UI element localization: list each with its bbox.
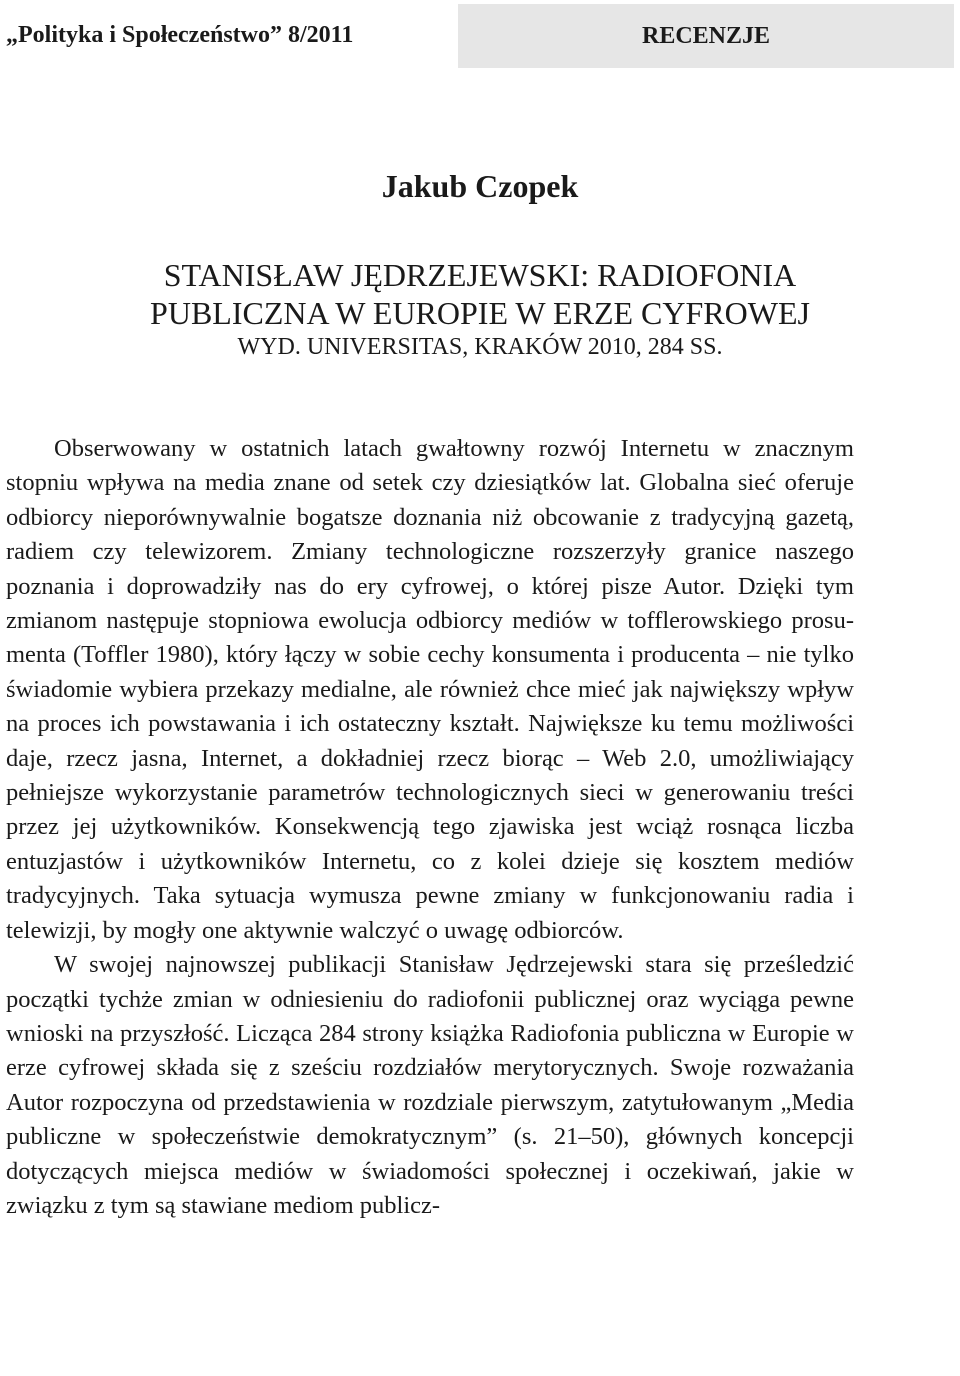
paragraph-1: Obserwowany w ostatnich latach gwałtowny rozwój Internetu w znacznym stopniu wpływa na media znane od setek czy dziesiątków lat. Globalna sieć oferuje odbiorcy nieporównywalnie bogatsze doznania niż obcowanie z tradycyjną gazetą, radiem czy telewizorem. Zmiany technologiczne rozszerzyły granice naszego poznania i doprowadziły nas do ery cyfrowej, o której pisze Autor. Dzięki tym zmianom następuje stopniowa ewolucja odbiorcy mediów w tofflerowskiego prosumenta (Toffler 1980), który łączy w sobie cechy konsumenta i producenta – nie tylko świadomie wybiera przekazy medialne, ale również chce mieć jak największy wpływ na proces ich powstawania i ich ostateczny kształt. Największe ku temu możliwości daje, rzecz jasna, Internet, a dokładniej rzecz biorąc – Web 2.0, umożliwiający pełniejsze wykorzystanie parametrów technologicznych sieci w generowaniu treści przez jej użytkowników. Konsekwencją tego zjawiska jest wciąż rosnąca liczba entuzjastów i użytkowników Internetu, co z kolei dzieje się kosztem mediów tradycyjnych. Taka sytuacja wymusza pewne zmiany w funkcjonowaniu radia i telewizji, by mogły one aktywnie walczyć o uwagę odbiorców. [6,435,854,944]
title-line-2: PUBLICZNA W EUROPIE W ERZE CYFROWEJ [150,295,810,331]
review-title [0,256,960,362]
article-body [6,432,854,1223]
author-name: Jakub Czopek [381,168,579,204]
section-header: RECENZJE [458,4,954,68]
title-line-1: STANISŁAW JĘDRZEJEWSKI: RADIOFONIA [163,257,797,293]
publication-info: WYD. UNIVERSITAS, KRAKÓW 2010, 284 SS. [237,334,723,360]
paragraph-2: W swojej najnowszej publikacji Stanisław Jędrzejewski stara się prześledzić początki tychże zmian w odniesieniu do radiofonii publicznej oraz wyciąga pewne wnioski na przyszłość. Licząca 284 strony książka Radiofonia publiczna w Europie w erze cyfrowej składa się z sześciu rozdziałów merytorycznych. Swoje rozważania Autor rozpoczyna od przedstawienia w rozdziale pierwszym, zatytułowanym „Media publiczne w społeczeństwie demokratycznym” (s. 21–50), głównych koncepcji dotyczących miejsca mediów w świadomości społecznej i oczekiwań, jakie w związku z tym są stawiane mediom publicz- [6,951,854,1219]
journal-header: „Polityka i Społeczeństwo” 8/2011 [6,21,354,48]
